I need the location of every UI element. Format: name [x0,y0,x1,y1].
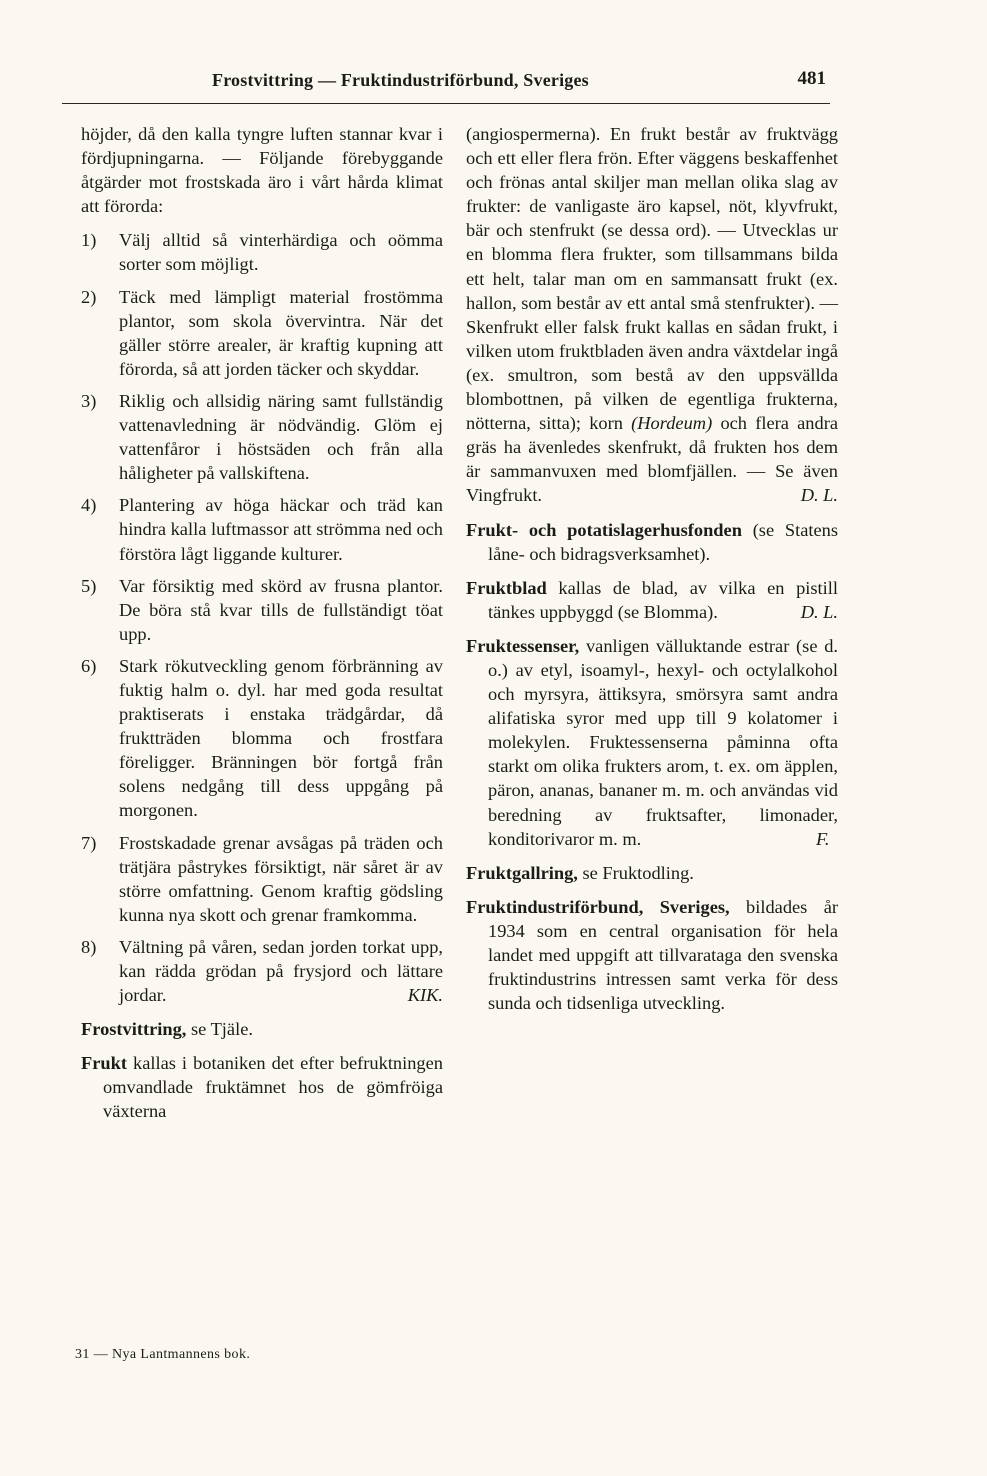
list-item [81,285,443,381]
entry-headword: Frukt- och potatislagerhusfonden [466,519,742,540]
continuation-text: och flera andra gräs ha ävenledes skenfrukt, då frukten hos dem är sammanvuxen med blomfjällen. — Se även Vingfrukt. [466,413,838,506]
entry-text: kallas de blad, av vilka en pistill tänkes uppbyggd (se Blomma). [488,577,838,622]
author-signature: D. L. [800,485,838,506]
dictionary-entry [466,576,838,624]
dictionary-entry [466,861,838,885]
list-item-text: Stark rökutveckling genom förbränning av fuktig halm o. dyl. har med goda resultat praktiserats i enstaka trädgårdar, då fruktträden blomma och frostfara föreligger. Bränningen bör fortgå från solens nedgång till dess uppgång på morgonen. [119,655,443,821]
list-item [81,831,443,927]
entry-text: bildades år 1934 som en central organisation för hela landet med uppgift att tillvarataga den svenska fruktindustrins intressen samt verka för dess sunda och tidsenliga utveckling. [488,896,838,1014]
list-item-text: Täck med lämpligt material frostömma plantor, som skola övervintra. När det gäller större arealer, är kraftig kupning att förorda, så att jorden täcker och skyddar. [119,286,443,379]
list-item-number: 3) [81,390,97,411]
list-item-number: 7) [81,832,97,853]
entry-headword: Fruktblad [466,577,547,598]
entry-headword: Fruktessenser, [466,635,580,656]
list-item [81,935,443,1007]
right-column [466,122,838,1015]
list-item-text: Plantering av höga häckar och träd kan hindra kalla luftmassor att strömma ned och förstöra lågt liggande kulturer. [119,495,443,564]
list-item [81,389,443,485]
list-item-number: 4) [81,495,97,516]
dictionary-entry [466,518,838,566]
page-footer: 31 — Nya Lantmannens bok. [75,1347,251,1362]
list-item-text: Vältning på våren, sedan jorden torkat upp, kan rädda grödan på frysjord och lättare jordar. [119,936,443,1006]
list-item [81,228,443,276]
dictionary-entry [81,1051,443,1123]
list-item-text: Frostskadade grenar avsågas på träden och trätjära påstrykes försiktigt, när såret är av större omfattning. Genom kraftig gödsling kunna nya skott och grenar framkomma. [119,832,443,925]
entry-headword: Fruktindustriförbund, Sveriges, [466,896,730,917]
entry-text: kallas i botaniken det efter befruktningen omvandlade fruktämnet hos de gömfröiga växterna [103,1053,443,1122]
entry-headword: Fruktgallring, [466,862,578,883]
list-item [81,493,443,565]
page-number: 481 [797,68,826,89]
list-item-number: 5) [81,575,97,596]
list-item-text: Var försiktig med skörd av frusna plantor. De böra stå kvar tills de fullständigt töat upp. [119,575,443,644]
dictionary-entry [466,895,838,1015]
left-column [81,122,443,1124]
author-signature: D. L. [800,601,838,622]
list-item-number: 8) [81,936,97,957]
continuation-italic-text: (Hordeum) [631,413,713,434]
entry-headword: Frostvittring, [81,1019,187,1040]
list-item-number: 1) [81,230,97,251]
running-header [62,70,830,100]
header-rule [62,103,830,104]
entry-text: (se Statens låne- och bidragsverksamhet). [488,519,839,564]
dictionary-entry: Fruktessenser, vanligen välluktande estrar (se d. o.) av etyl, isoamyl-, hexyl- och octylalkohol och myrsyra, ättiksyra, smörsyra samt andra alifatiska syror med upp till 9 kolatomer i molekylen. Fruktessenserna påminna ofta starkt om olika frukters arom, t. ex. om äpplen, päron, ananas, bananer m. m. och användas vid beredning av fruktsafter, limonader, konditorivaror m. m. F. [466,635,838,849]
dictionary-entry [81,1017,443,1041]
list-item [81,574,443,646]
list-item [81,654,443,823]
list-item-text: Välj alltid så vinterhärdiga och oömma sorter som möjligt. [119,230,443,275]
entry-headword: Frukt [81,1053,127,1074]
entry-text: se Fruktodling. [577,862,694,883]
list-item-number: 6) [81,655,97,676]
entry-continuation [466,122,838,508]
continuation-text: (angiospermerna). En frukt består av fruktvägg och ett eller flera frön. Efter väggens beskaffenhet och frönas antal skiljer man mellan olika slag av frukter: de vanligaste äro kapsel, nöt, klyvfrukt, bär och stenfrukt (se dessa ord). — Utvecklas ur en blomma flera frukter, som tillsammans bilda ett helt, talar man om en sammansatt frukt (ex. hallon, som består av ett antal små stenfrukter). — Skenfrukt eller falsk frukt kallas en sådan frukt, i vilken utom fruktbladen även andra växtdelar ingå (ex. smultron, som bestå av den uppsvällda blombottnen, på vilken de egentliga frukterna, nötterna, sitta); korn [466,124,838,434]
list-item-number: 2) [81,286,97,307]
author-signature: KIK. [407,985,443,1006]
entry-text: se Tjäle. [186,1019,253,1040]
entry-text: vanligen välluktande estrar (se d. o.) av etyl, isoamyl-, hexyl- och octylalkohol och myrsyra, ättiksyra, smörsyra samt andra alifatiska syror med upp till 9 kolatomer i molekylen. Fruktessenserna påminna ofta starkt om olika frukters arom, t. ex. om äpplen, päron, ananas, bananer m. m. och användas vid beredning av fruktsafter, limonader, konditorivaror m. m. [488,635,838,849]
header-title: Frostvittring — Fruktindustriförbund, Sveriges [212,70,589,90]
list-item-text: Riklig och allsidig näring samt fullständig vattenavledning är nödvändig. Glöm ej vattenfåror i höstsäden och från alla håligheter på vallskiftena. [119,390,443,484]
frost-measures-list [81,228,443,1007]
left-intro-text: höjder, då den kalla tyngre luften stannar kvar i fördjupningarna. — Följande förebyggande åtgärder mot frostskada äro i vårt hårda klimat att förorda: [81,124,443,217]
